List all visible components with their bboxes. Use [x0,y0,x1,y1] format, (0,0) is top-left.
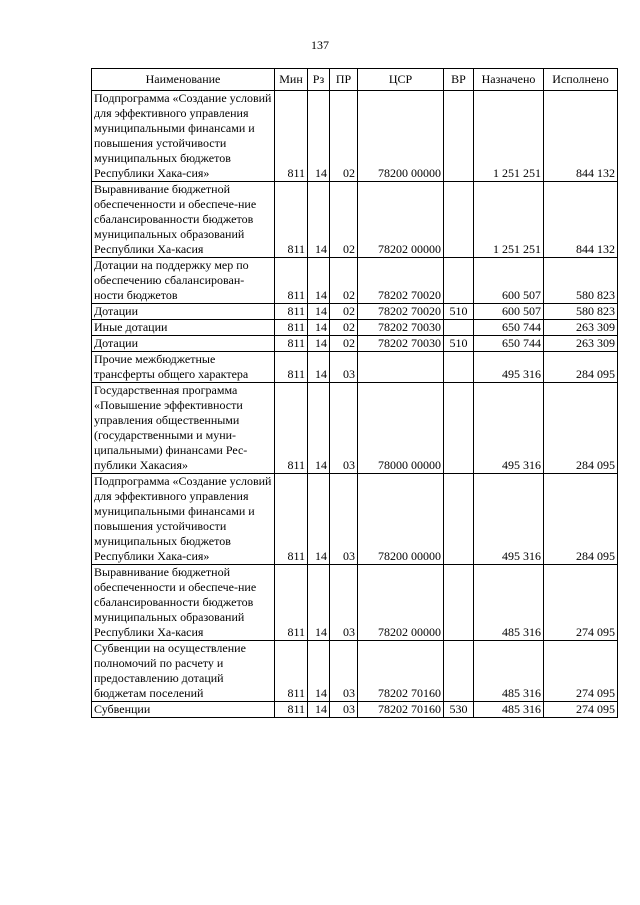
cell-min: 811 [275,474,308,565]
cell-name: Дотации на поддержку мер по обеспечению сбалансирован-ности бюджетов [92,258,275,304]
cell-csr: 78202 00000 [358,182,444,258]
cell-pr: 03 [330,641,358,702]
cell-name: Иные дотации [92,320,275,336]
page-number: 137 [311,38,329,52]
cell-name: Субвенции [92,702,275,718]
cell-executed: 263 309 [544,336,618,352]
cell-vr [444,641,474,702]
table-row [92,304,618,320]
cell-min: 811 [275,182,308,258]
table-row [92,258,618,304]
cell-name: Государственная программа «Повышение эффективности управления общественными (государственными и муни-ципальными) финансами Рес-публики Хакасия» [92,383,275,474]
cell-rz: 14 [308,474,330,565]
cell-assigned: 485 316 [474,641,544,702]
cell-assigned: 600 507 [474,304,544,320]
cell-pr: 03 [330,352,358,383]
cell-csr: 78000 00000 [358,383,444,474]
cell-csr: 78200 00000 [358,474,444,565]
cell-csr: 78202 70020 [358,304,444,320]
cell-pr: 02 [330,182,358,258]
cell-name: Субвенции на осуществление полномочий по расчету и предоставлению дотаций бюджетам поселений [92,641,275,702]
cell-name: Подпрограмма «Создание условий для эффективного управления муниципальными финансами и повышения устойчивости муниципальных бюджетов Республики Хака-сия» [92,91,275,182]
cell-assigned: 600 507 [474,258,544,304]
table-row [92,336,618,352]
cell-rz: 14 [308,383,330,474]
cell-csr: 78202 70020 [358,258,444,304]
cell-csr [358,352,444,383]
cell-rz: 14 [308,258,330,304]
cell-min: 811 [275,304,308,320]
cell-vr [444,474,474,565]
cell-executed: 284 095 [544,383,618,474]
cell-csr: 78202 00000 [358,565,444,641]
cell-csr: 78202 70160 [358,641,444,702]
cell-assigned: 485 316 [474,565,544,641]
cell-pr: 02 [330,304,358,320]
cell-rz: 14 [308,702,330,718]
table-row [92,182,618,258]
cell-vr [444,320,474,336]
cell-vr [444,352,474,383]
cell-min: 811 [275,565,308,641]
header-assigned: Назначено [474,69,544,91]
cell-assigned: 1 251 251 [474,91,544,182]
cell-vr [444,182,474,258]
cell-rz: 14 [308,565,330,641]
table-row [92,383,618,474]
cell-pr: 03 [330,383,358,474]
cell-executed: 274 095 [544,641,618,702]
table-row [92,565,618,641]
cell-vr [444,565,474,641]
cell-assigned: 1 251 251 [474,182,544,258]
cell-min: 811 [275,258,308,304]
cell-executed: 274 095 [544,702,618,718]
cell-executed: 844 132 [544,182,618,258]
header-name: Наименование [92,69,275,91]
cell-csr: 78202 70030 [358,320,444,336]
table-body [92,91,618,718]
cell-rz: 14 [308,182,330,258]
cell-csr: 78200 00000 [358,91,444,182]
cell-assigned: 650 744 [474,320,544,336]
cell-rz: 14 [308,91,330,182]
cell-executed: 284 095 [544,352,618,383]
cell-min: 811 [275,336,308,352]
cell-name: Дотации [92,304,275,320]
cell-vr [444,258,474,304]
cell-csr: 78202 70160 [358,702,444,718]
table-row [92,474,618,565]
cell-pr: 02 [330,258,358,304]
cell-assigned: 495 316 [474,383,544,474]
cell-assigned: 495 316 [474,474,544,565]
header-min: Мин [275,69,308,91]
cell-csr: 78202 70030 [358,336,444,352]
cell-rz: 14 [308,304,330,320]
cell-executed: 263 309 [544,320,618,336]
cell-rz: 14 [308,352,330,383]
header-executed: Исполнено [544,69,618,91]
cell-rz: 14 [308,320,330,336]
cell-vr: 510 [444,336,474,352]
table-row [92,91,618,182]
cell-assigned: 485 316 [474,702,544,718]
cell-executed: 580 823 [544,258,618,304]
cell-name: Выравнивание бюджетной обеспеченности и обеспече-ние сбалансированности бюджетов муниципальных образований Республики Ха-касия [92,182,275,258]
cell-name: Прочие межбюджетные трансферты общего характера [92,352,275,383]
cell-assigned: 495 316 [474,352,544,383]
cell-vr [444,383,474,474]
budget-table [91,68,618,718]
header-rz: Рз [308,69,330,91]
cell-executed: 580 823 [544,304,618,320]
cell-min: 811 [275,383,308,474]
cell-min: 811 [275,320,308,336]
table-row [92,320,618,336]
cell-executed: 844 132 [544,91,618,182]
cell-pr: 03 [330,474,358,565]
cell-name: Выравнивание бюджетной обеспеченности и обеспече-ние сбалансированности бюджетов муниципальных образований Республики Ха-касия [92,565,275,641]
header-csr: ЦСР [358,69,444,91]
cell-min: 811 [275,702,308,718]
cell-min: 811 [275,641,308,702]
cell-vr: 510 [444,304,474,320]
cell-name: Дотации [92,336,275,352]
cell-min: 811 [275,352,308,383]
table-row [92,641,618,702]
table-header-row [92,69,618,91]
cell-rz: 14 [308,336,330,352]
cell-pr: 02 [330,336,358,352]
cell-pr: 03 [330,702,358,718]
cell-name: Подпрограмма «Создание условий для эффективного управления муниципальными финансами и повышения устойчивости муниципальных бюджетов Республики Хака-сия» [92,474,275,565]
cell-executed: 284 095 [544,474,618,565]
table-row [92,352,618,383]
cell-pr: 02 [330,320,358,336]
header-vr: ВР [444,69,474,91]
cell-rz: 14 [308,641,330,702]
table-row [92,702,618,718]
cell-min: 811 [275,91,308,182]
cell-vr [444,91,474,182]
header-pr: ПР [330,69,358,91]
cell-executed: 274 095 [544,565,618,641]
cell-pr: 03 [330,565,358,641]
cell-vr: 530 [444,702,474,718]
cell-assigned: 650 744 [474,336,544,352]
cell-pr: 02 [330,91,358,182]
